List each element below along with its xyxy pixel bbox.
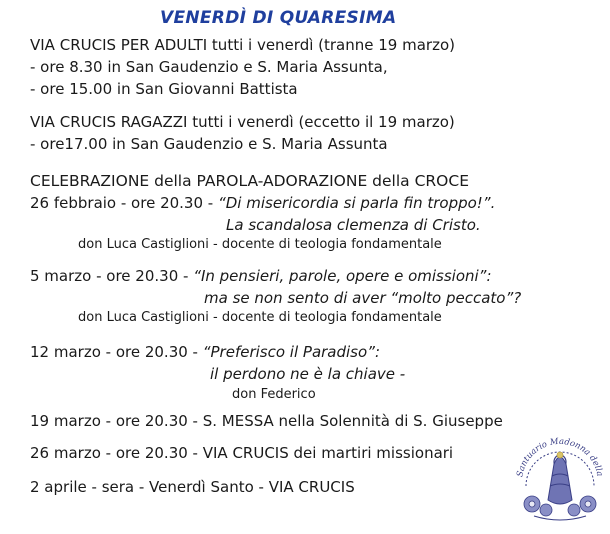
ragazzi-line-1: - ore17.00 in San Gaudenzio e S. Maria Assunta (30, 135, 388, 153)
event-san-giuseppe: 19 marzo - ore 20.30 - S. MESSA nella Solennità di S. Giuseppe (30, 412, 503, 430)
event-martiri: 26 marzo - ore 20.30 - VIA CRUCIS dei martiri missionari (30, 444, 454, 462)
event-3-title: “Preferisco il Paradiso”: (202, 343, 381, 361)
page-title: VENERDÌ DI QUARESIMA (160, 8, 397, 28)
event-3-date: 12 marzo - ore 20.30 - (30, 343, 203, 361)
event-2-speaker: don Luca Castiglioni - docente di teologia fondamentale (78, 310, 442, 325)
event-1-speaker: don Luca Castiglioni - docente di teologia fondamentale (78, 237, 442, 252)
event-2-row (30, 267, 492, 285)
event-1-subtitle: La scandalosa clemenza di Cristo. (226, 216, 481, 234)
event-1-row (30, 194, 495, 212)
event-2-title: “In pensieri, parole, opere e omissioni”: (193, 267, 492, 285)
ragazzi-heading: VIA CRUCIS RAGAZZI tutti i venerdì (eccetto il 19 marzo) (30, 113, 455, 131)
event-1-date: 26 febbraio - ore 20.30 - (30, 194, 218, 212)
madonna-seal-icon (504, 420, 610, 530)
adulti-heading: VIA CRUCIS PER ADULTI tutti i venerdì (tranne 19 marzo) (30, 36, 455, 54)
svg-text:Santuario Madonna della Boccio: Santuario Madonna della (515, 436, 605, 478)
event-3-speaker: don Federico (232, 387, 316, 402)
adulti-line-2: - ore 15.00 in San Giovanni Battista (30, 80, 298, 98)
adulti-line-1: - ore 8.30 in San Gaudenzio e S. Maria Assunta, (30, 58, 388, 76)
event-3-row (30, 343, 380, 361)
event-2-subtitle: ma se non sento di aver “molto peccato”? (204, 289, 522, 307)
event-2-date: 5 marzo - ore 20.30 - (30, 267, 194, 285)
event-venerdi-santo: 2 aprile - sera - Venerdì Santo - VIA CRUCIS (30, 478, 355, 496)
celebrazione-heading: CELEBRAZIONE della PAROLA-ADORAZIONE della CROCE (30, 172, 469, 190)
event-1-title: “Di misericordia si parla fin troppo!”. (217, 194, 496, 212)
event-3-subtitle: il perdono ne è la chiave - (210, 365, 406, 383)
